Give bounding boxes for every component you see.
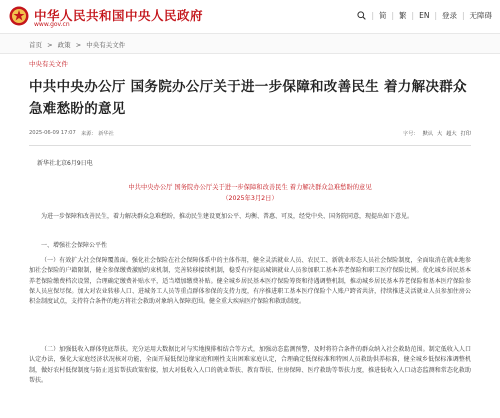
page-title: 中共中央办公厅 国务院办公厅关于进一步保障和改善民生 着力解决群众急难愁盼的意见 bbox=[29, 79, 467, 117]
login-link[interactable]: 登录 bbox=[441, 11, 457, 20]
site-name[interactable]: 中华人民共和国中央人民政府 bbox=[34, 8, 204, 23]
section-heading: 一、增强社会保障公平性 bbox=[41, 242, 108, 249]
search-icon bbox=[357, 11, 366, 20]
article-tools bbox=[403, 130, 471, 137]
nav-divider: | bbox=[411, 11, 415, 20]
document-title: 中共中央办公厅 国务院办公厅关于进一步保障和改善民生 着力解决群众急难愁盼的意见 bbox=[128, 184, 372, 191]
lang-simplified-link[interactable]: 简 bbox=[379, 11, 387, 20]
dateline: 新华社北京6月9日电 bbox=[37, 160, 93, 167]
font-size-larger[interactable]: 超大 bbox=[446, 131, 457, 137]
national-emblem-icon[interactable] bbox=[9, 5, 29, 27]
divider bbox=[29, 145, 471, 146]
breadcrumb-separator: > bbox=[75, 41, 82, 49]
lang-traditional-link[interactable]: 繁 bbox=[399, 11, 407, 20]
article-source: 来源： 新华社 bbox=[81, 131, 114, 137]
breadcrumb-policy[interactable]: 政策 bbox=[57, 41, 71, 49]
breadcrumb bbox=[0, 33, 500, 54]
lang-english-link[interactable]: EN bbox=[419, 11, 430, 20]
publish-date: 2025-06-09 17:07 bbox=[29, 130, 76, 136]
document-date: （2025年3月2日） bbox=[222, 195, 278, 202]
breadcrumb-separator: > bbox=[47, 41, 53, 49]
nav-divider: | bbox=[391, 11, 395, 20]
breadcrumb-docs[interactable]: 中央有关文件 bbox=[86, 41, 126, 49]
accessibility-link[interactable]: 无障碍 bbox=[469, 11, 492, 20]
site-url: www.gov.cn bbox=[34, 21, 70, 28]
body-paragraph: （一）有效扩大社会保障覆盖面。强化社会保险在社会保障体系中的主体作用，健全灵活就业人员、农民工、新就业形态人员社会保险制度，全面取消在就业地参加社会保险的户籍限制，健全参保缴费激励约束机制，完善转移接续机制，稳妥有序提高城镇就业人员参加职工基本养老保险和职工医疗保险比例。优化城乡居民基本养老保险缴费档次设置，合理确定缴费补贴水平，适当增加缴费补贴。健全城乡居民基本医疗保险筹资和待遇调整机制，推动城乡居民基本养老保险和基本医疗保险参保人员应保尽保。加大对农业转移人口、进城务工人员等重点群体参保的支持力度，有序推进职工基本医疗保险个人账户跨省共济，持续推进灵活就业人员参加住房公积金制度试点，支持符合条件的地方将社会救助对象纳入保障范围。健全重大疾病医疗保险和救助制度。 bbox=[29, 257, 471, 306]
font-size-label: 字号： bbox=[403, 131, 419, 137]
font-size-default[interactable]: 默认 bbox=[422, 131, 434, 137]
nav-divider: | bbox=[434, 11, 437, 20]
intro-paragraph: 为进一步保障和改善民生，着力解决群众急难愁盼，推动民生建设更加公平、均衡、普惠、可及，经党中央、国务院同意，现提出如下意见。 bbox=[41, 213, 414, 220]
search-button[interactable] bbox=[357, 11, 366, 20]
breadcrumb-home[interactable]: 首页 bbox=[29, 41, 42, 49]
font-size-large[interactable]: 大 bbox=[437, 131, 443, 137]
nav-divider: | bbox=[461, 11, 465, 20]
print-link[interactable]: 打印 bbox=[460, 131, 471, 137]
body-paragraph: （二）加强低收入群体兜底帮扶。充分运用大数据比对与实地摸排相结合等方式，加强动态监测预警，及时将符合条件的群众纳入社会救助范围。制定低收入人口认定办法，强化大家庭经济状况核对功能，全面开展低保边缘家庭和刚性支出困难家庭认定，合理确定低保标准和特困人员救助供养标准，健全城乡低保标准调整机制，做好农村低保制度与防止返贫帮扶政策衔接，加大对低收入人口的就业帮扶、教育帮扶、住房保障、医疗救助等帮扶力度，推进低收入人口动态监测和常态化救助帮扶。 bbox=[29, 346, 471, 384]
site-header bbox=[0, 0, 500, 32]
section-label[interactable]: 中央有关文件 bbox=[29, 60, 68, 68]
nav-divider: | bbox=[371, 11, 375, 20]
header-nav bbox=[357, 10, 492, 21]
article-meta bbox=[29, 130, 471, 140]
